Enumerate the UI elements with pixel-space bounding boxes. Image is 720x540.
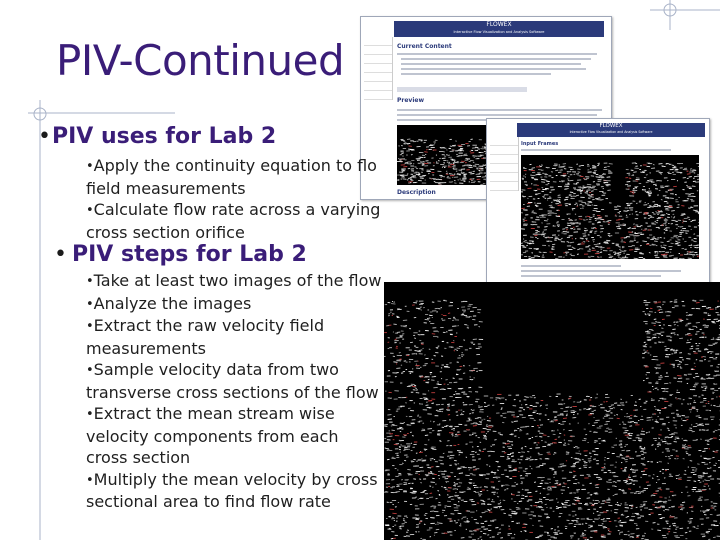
input-frames-heading: Input Frames [521, 141, 559, 147]
bullet-dot: • [54, 242, 67, 267]
list-item-cont: sectional area to find flow rate [86, 492, 331, 511]
flowex-sidebar-2 [490, 137, 519, 191]
list-item: •Extract the mean stream wise [86, 404, 335, 423]
sidebar-link[interactable] [364, 64, 392, 73]
controls-row [397, 87, 527, 92]
flowex-sidebar-1 [364, 37, 393, 100]
sidebar-link[interactable] [490, 137, 518, 146]
sub-bullet: • [86, 363, 94, 378]
list-item-cont: velocity components from each [86, 426, 339, 446]
sub-bullet: • [86, 472, 94, 488]
list-item-cont: field measurements [86, 178, 246, 198]
text-line [397, 109, 602, 111]
list-item-cont: cross section orifice [86, 222, 245, 242]
sidebar-link[interactable] [490, 182, 518, 191]
text-line [401, 58, 591, 60]
list-item: •Sample velocity data from two [86, 360, 339, 379]
piv-steps-heading: PIV steps for Lab 2 [72, 242, 307, 267]
text-line [521, 265, 621, 267]
banner-title-2: FLOWEX [599, 123, 623, 129]
list-item-cont: transverse cross sections of the flow [86, 382, 379, 402]
piv-uses-heading: PIV uses for Lab 2 [52, 124, 277, 149]
preview-flow-image [397, 125, 487, 185]
slide-title: PIV-Continued [56, 36, 345, 85]
preview-heading: Preview [397, 97, 425, 104]
sub-bullet: • [86, 319, 94, 334]
text-line [521, 270, 681, 272]
sub-bullet: • [86, 159, 94, 174]
banner-title-1: FLOWEX [486, 21, 512, 28]
sidebar-link[interactable] [490, 173, 518, 182]
sidebar-link[interactable] [364, 91, 392, 100]
velocity-field-image [384, 282, 720, 540]
list-item: •Multiply the mean velocity by cross [86, 469, 378, 489]
flowex-banner-1 [394, 21, 604, 37]
text-line [401, 68, 586, 70]
sidebar-link[interactable] [364, 46, 392, 55]
flowex-screenshot-2 [486, 118, 710, 302]
bullet-piv-uses [38, 124, 277, 149]
description-heading: Description [397, 189, 436, 196]
sub-bullet: • [86, 407, 94, 422]
banner-subtitle-1: Interactive Flow Visualization and Analysis Software [453, 30, 545, 34]
sidebar-link[interactable] [364, 73, 392, 82]
list-item-cont: measurements [86, 338, 206, 358]
current-content-heading: Current Content [397, 43, 452, 50]
text-line [521, 275, 661, 277]
piv-steps-list [86, 270, 381, 513]
list-item: •Extract the raw velocity field [86, 316, 325, 335]
text-line [401, 73, 551, 75]
text-line [521, 149, 671, 151]
input-frame-image [521, 155, 699, 259]
list-item: •Calculate flow rate across a varying [86, 200, 381, 219]
text-line [397, 53, 597, 55]
bullet-dot: • [38, 124, 51, 149]
text-line [397, 114, 597, 116]
sidebar-link[interactable] [490, 164, 518, 173]
sidebar-link[interactable] [490, 155, 518, 164]
bullet-piv-steps [54, 242, 307, 267]
sub-bullet: • [86, 203, 94, 218]
piv-uses-list [86, 155, 380, 243]
sidebar-link[interactable] [364, 82, 392, 91]
sidebar-link[interactable] [364, 37, 392, 46]
text-line [401, 63, 581, 65]
banner-subtitle-2: Interactive Flow Visualization and Analysis Software [569, 130, 653, 134]
list-item: •Apply the continuity equation to flo [86, 156, 377, 175]
flowex-banner-2 [517, 123, 705, 137]
list-item: •Analyze the images [86, 293, 252, 313]
sub-bullet: • [86, 274, 94, 289]
sidebar-link[interactable] [364, 55, 392, 64]
list-item-cont: cross section [86, 448, 191, 467]
sidebar-link[interactable] [490, 146, 518, 155]
sub-bullet: • [86, 296, 94, 312]
list-item: •Take at least two images of the flow [86, 271, 382, 290]
